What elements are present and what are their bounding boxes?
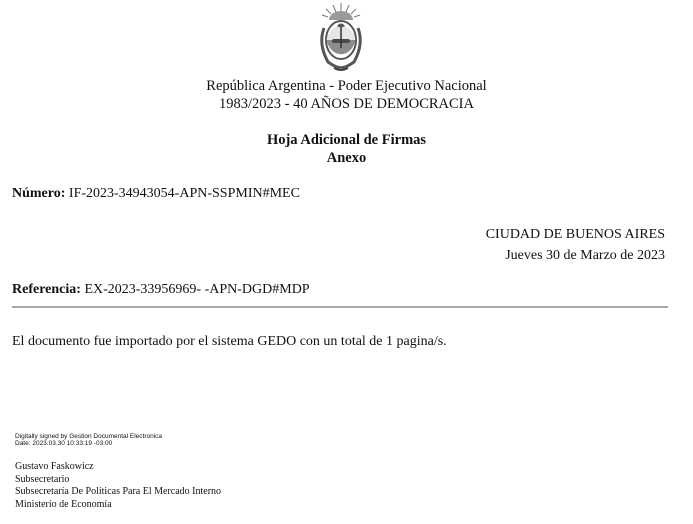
numero-value: IF-2023-34943054-APN-SSPMIN#MEC xyxy=(68,186,300,201)
numero-label: Número: xyxy=(12,186,66,201)
signer-name: Gustavo Faskowicz xyxy=(15,461,94,472)
header-line-2: 1983/2023 - 40 AÑOS DE DEMOCRACIA xyxy=(219,96,474,112)
header-line-1: República Argentina - Poder Ejecutivo Nacional xyxy=(206,78,487,94)
document-title: Hoja Adicional de Firmas xyxy=(266,132,427,148)
national-coat-of-arms-icon xyxy=(316,2,366,74)
referencia-row xyxy=(12,282,310,298)
divider xyxy=(12,306,668,308)
signer-role: Subsecretario xyxy=(15,473,70,485)
body-text: El documento fue importado por el sistema GEDO con un total de 1 pagina/s. xyxy=(12,334,447,349)
document-subtitle: Anexo xyxy=(326,150,367,166)
referencia-value: EX-2023-33956969- -APN-DGD#MDP xyxy=(84,282,310,297)
referencia-label: Referencia: xyxy=(12,282,81,297)
digital-signature-date: Date: 2023.03.30 10:33:19 -03:00 xyxy=(15,440,113,447)
numero-row xyxy=(12,186,300,202)
date: Jueves 30 de Marzo de 2023 xyxy=(505,248,665,263)
signer-ministry: Ministerio de Economía xyxy=(15,498,112,510)
city: CIUDAD DE BUENOS AIRES xyxy=(485,227,665,242)
signer-unit: Subsecretaría De Políticas Para El Mercado Interno xyxy=(15,486,222,497)
digital-signature-line-1: Digitally signed by Gestion Documental Electronica xyxy=(15,433,163,440)
